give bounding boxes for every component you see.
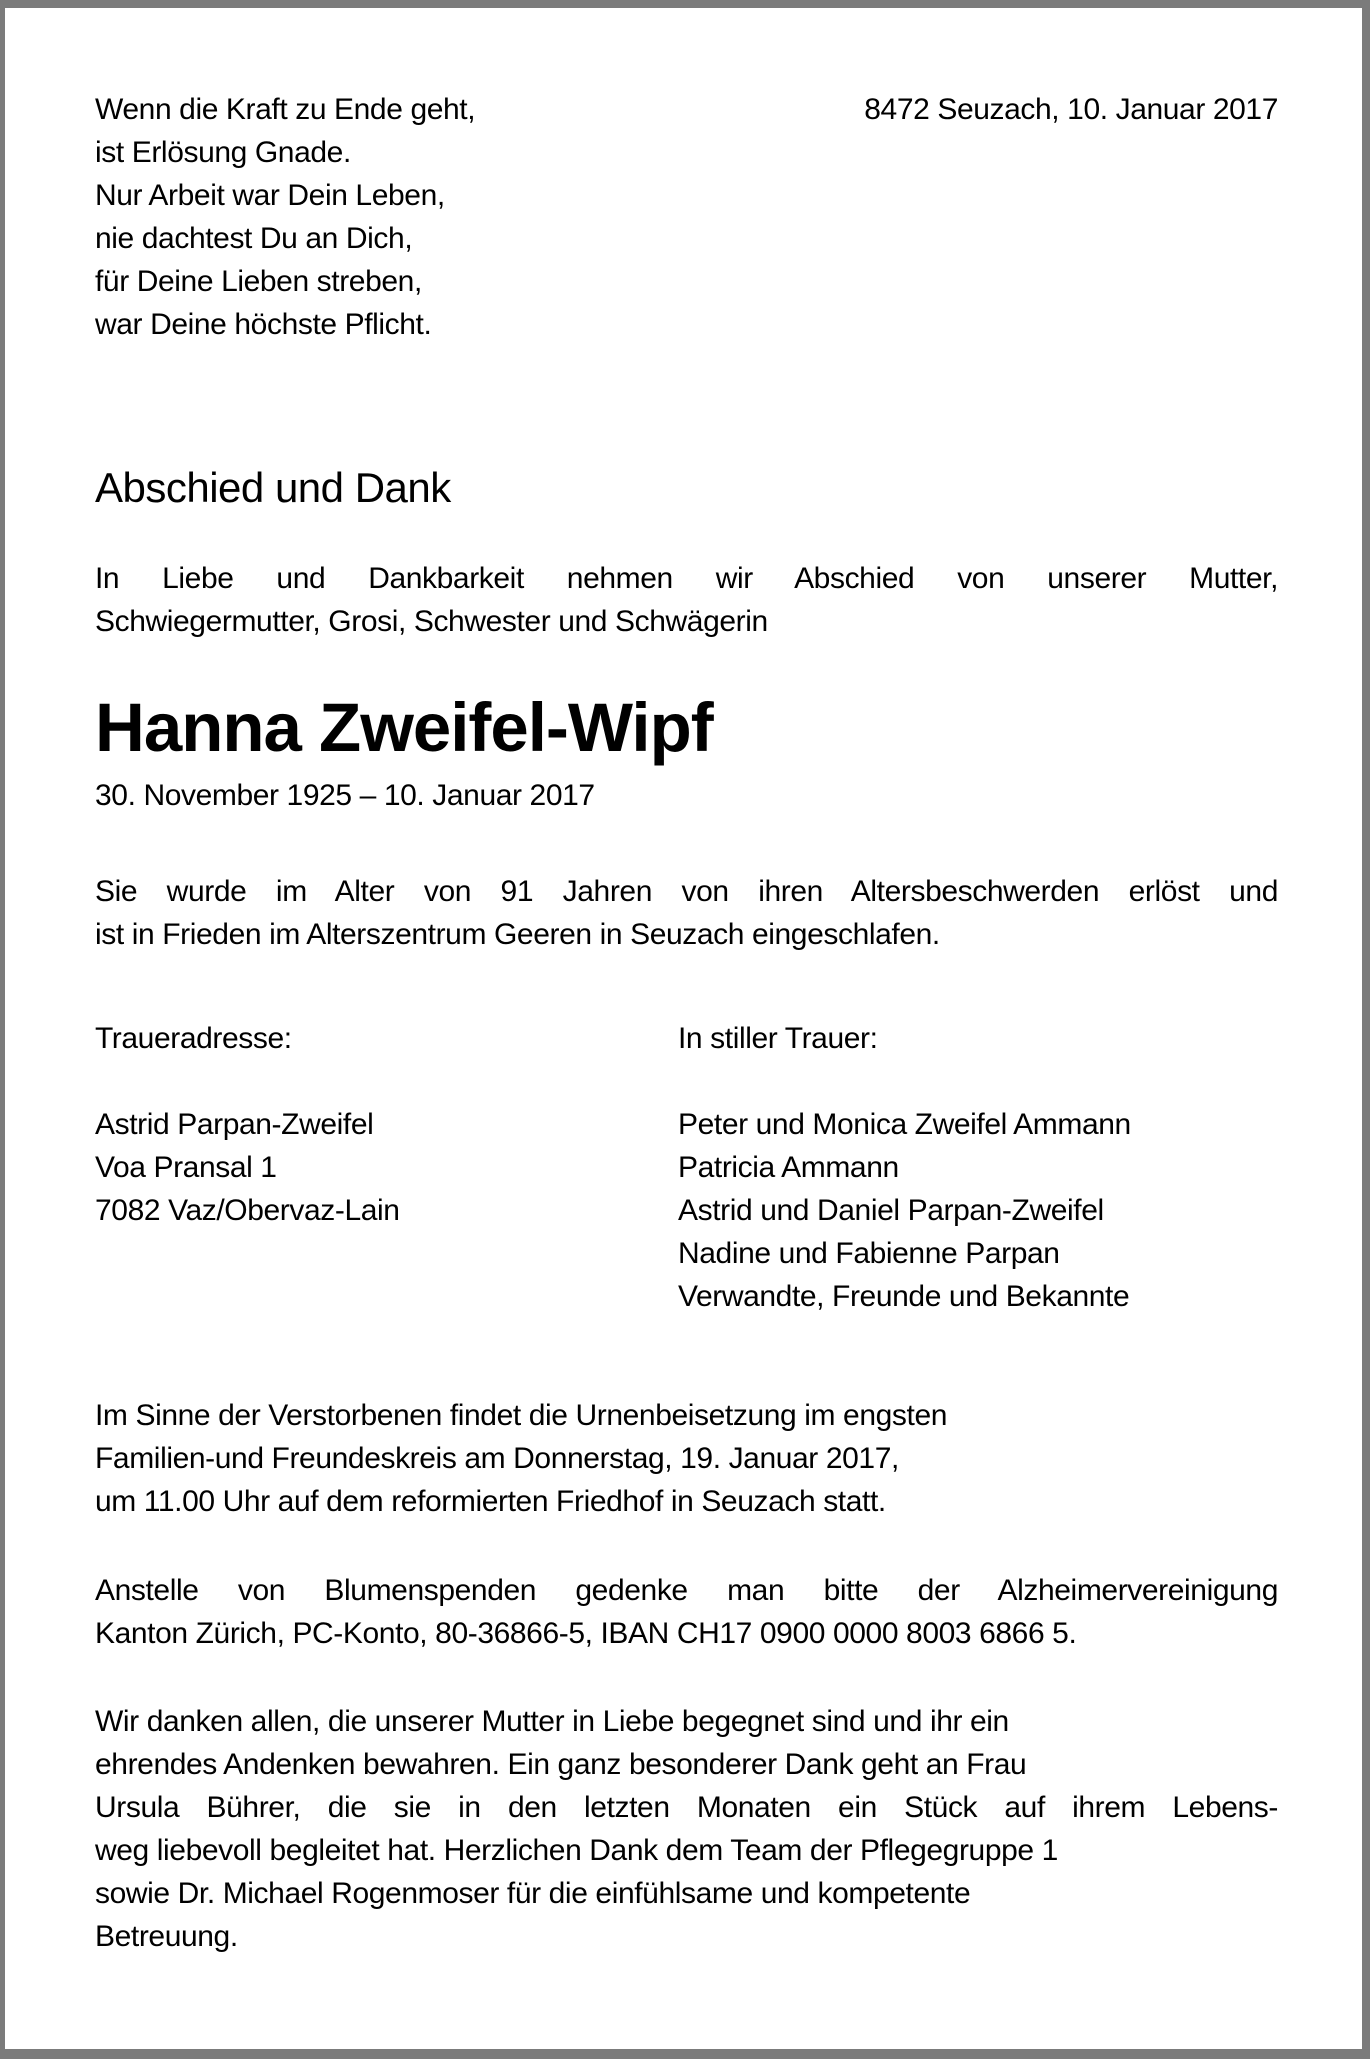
text-line: Im Sinne der Verstorbenen findet die Urnenbeisetzung im engsten bbox=[95, 1399, 948, 1432]
obituary-content bbox=[5, 8, 1362, 1958]
text-line: sowie Dr. Michael Rogenmoser für die einfühlsame und kompetente bbox=[95, 1877, 971, 1910]
text-line: Astrid und Daniel Parpan-Zweifel bbox=[678, 1194, 1104, 1227]
text-line: Sie wurde im Alter von 91 Jahren von ihren Altersbeschwerden erlöst und bbox=[95, 875, 1278, 908]
text-line: In Liebe und Dankbarkeit nehmen wir Abschied von unserer Mutter, bbox=[95, 562, 1278, 595]
mourning-address-lines bbox=[95, 1103, 678, 1232]
section-title: Abschied und Dank bbox=[95, 464, 451, 511]
donation-paragraph bbox=[95, 1569, 1278, 1655]
text-line: Nadine und Fabienne Parpan bbox=[678, 1237, 1060, 1270]
text-line: 7082 Vaz/Obervaz-Lain bbox=[95, 1194, 400, 1227]
deceased-name: Hanna Zweifel-Wipf bbox=[95, 689, 713, 766]
text-line: Voa Pransal 1 bbox=[95, 1151, 277, 1184]
text-line: ist in Frieden im Alterszentrum Geeren in Seuzach eingeschlafen. bbox=[95, 918, 940, 951]
burial-paragraph bbox=[95, 1394, 1278, 1523]
mourners-label: In stiller Trauer: bbox=[678, 1022, 878, 1055]
text-line: Verwandte, Freunde und Bekannte bbox=[678, 1280, 1130, 1313]
text-line: Wir danken allen, die unserer Mutter in Liebe begegnet sind und ihr ein bbox=[95, 1705, 1009, 1738]
text-line: Kanton Zürich, PC-Konto, 80-36866-5, IBAN CH17 0900 0000 8003 6866 5. bbox=[95, 1617, 1077, 1650]
text-line: weg liebevoll begleitet hat. Herzlichen Dank dem Team der Pflegegruppe 1 bbox=[95, 1834, 1058, 1867]
place-date-line: 8472 Seuzach, 10. Januar 2017 bbox=[864, 93, 1278, 126]
text-line: ehrendes Andenken bewahren. Ein ganz besonderer Dank geht an Frau bbox=[95, 1748, 1027, 1781]
text-line: Ursula Bührer, die sie in den letzten Monaten ein Stück auf ihrem Lebens- bbox=[95, 1791, 1278, 1824]
life-dates: 30. November 1925 – 10. Januar 2017 bbox=[95, 779, 595, 812]
text-line: Nur Arbeit war Dein Leben, bbox=[95, 179, 445, 212]
text-line: Peter und Monica Zweifel Ammann bbox=[678, 1108, 1131, 1141]
text-line: Patricia Ammann bbox=[678, 1151, 899, 1184]
text-line: für Deine Lieben streben, bbox=[95, 265, 422, 298]
text-line: ist Erlösung Gnade. bbox=[95, 136, 351, 169]
header-row bbox=[95, 88, 1278, 346]
text-line: nie dachtest Du an Dich, bbox=[95, 222, 413, 255]
address-mourners-columns bbox=[95, 1017, 1278, 1318]
text-line: um 11.00 Uhr auf dem reformierten Friedhof in Seuzach statt. bbox=[95, 1485, 886, 1518]
memorial-poem bbox=[95, 88, 475, 346]
mourners-lines bbox=[678, 1103, 1278, 1318]
text-line: Schwiegermutter, Grosi, Schwester und Schwägerin bbox=[95, 605, 768, 638]
thanks-paragraph bbox=[95, 1700, 1278, 1958]
text-line: Wenn die Kraft zu Ende geht, bbox=[95, 93, 476, 126]
text-line: war Deine höchste Pflicht. bbox=[95, 308, 432, 341]
text-line: Betreuung. bbox=[95, 1920, 238, 1953]
mourners-column bbox=[678, 1017, 1278, 1318]
mourning-address-column bbox=[95, 1017, 678, 1318]
death-paragraph bbox=[95, 870, 1278, 956]
intro-paragraph bbox=[95, 557, 1278, 643]
text-line: Astrid Parpan-Zweifel bbox=[95, 1108, 374, 1141]
text-line: Anstelle von Blumenspenden gedenke man bitte der Alzheimervereinigung bbox=[95, 1574, 1278, 1607]
obituary-page bbox=[5, 8, 1362, 2049]
mourning-address-label: Traueradresse: bbox=[95, 1022, 292, 1055]
text-line: Familien-und Freundeskreis am Donnerstag, 19. Januar 2017, bbox=[95, 1442, 899, 1475]
